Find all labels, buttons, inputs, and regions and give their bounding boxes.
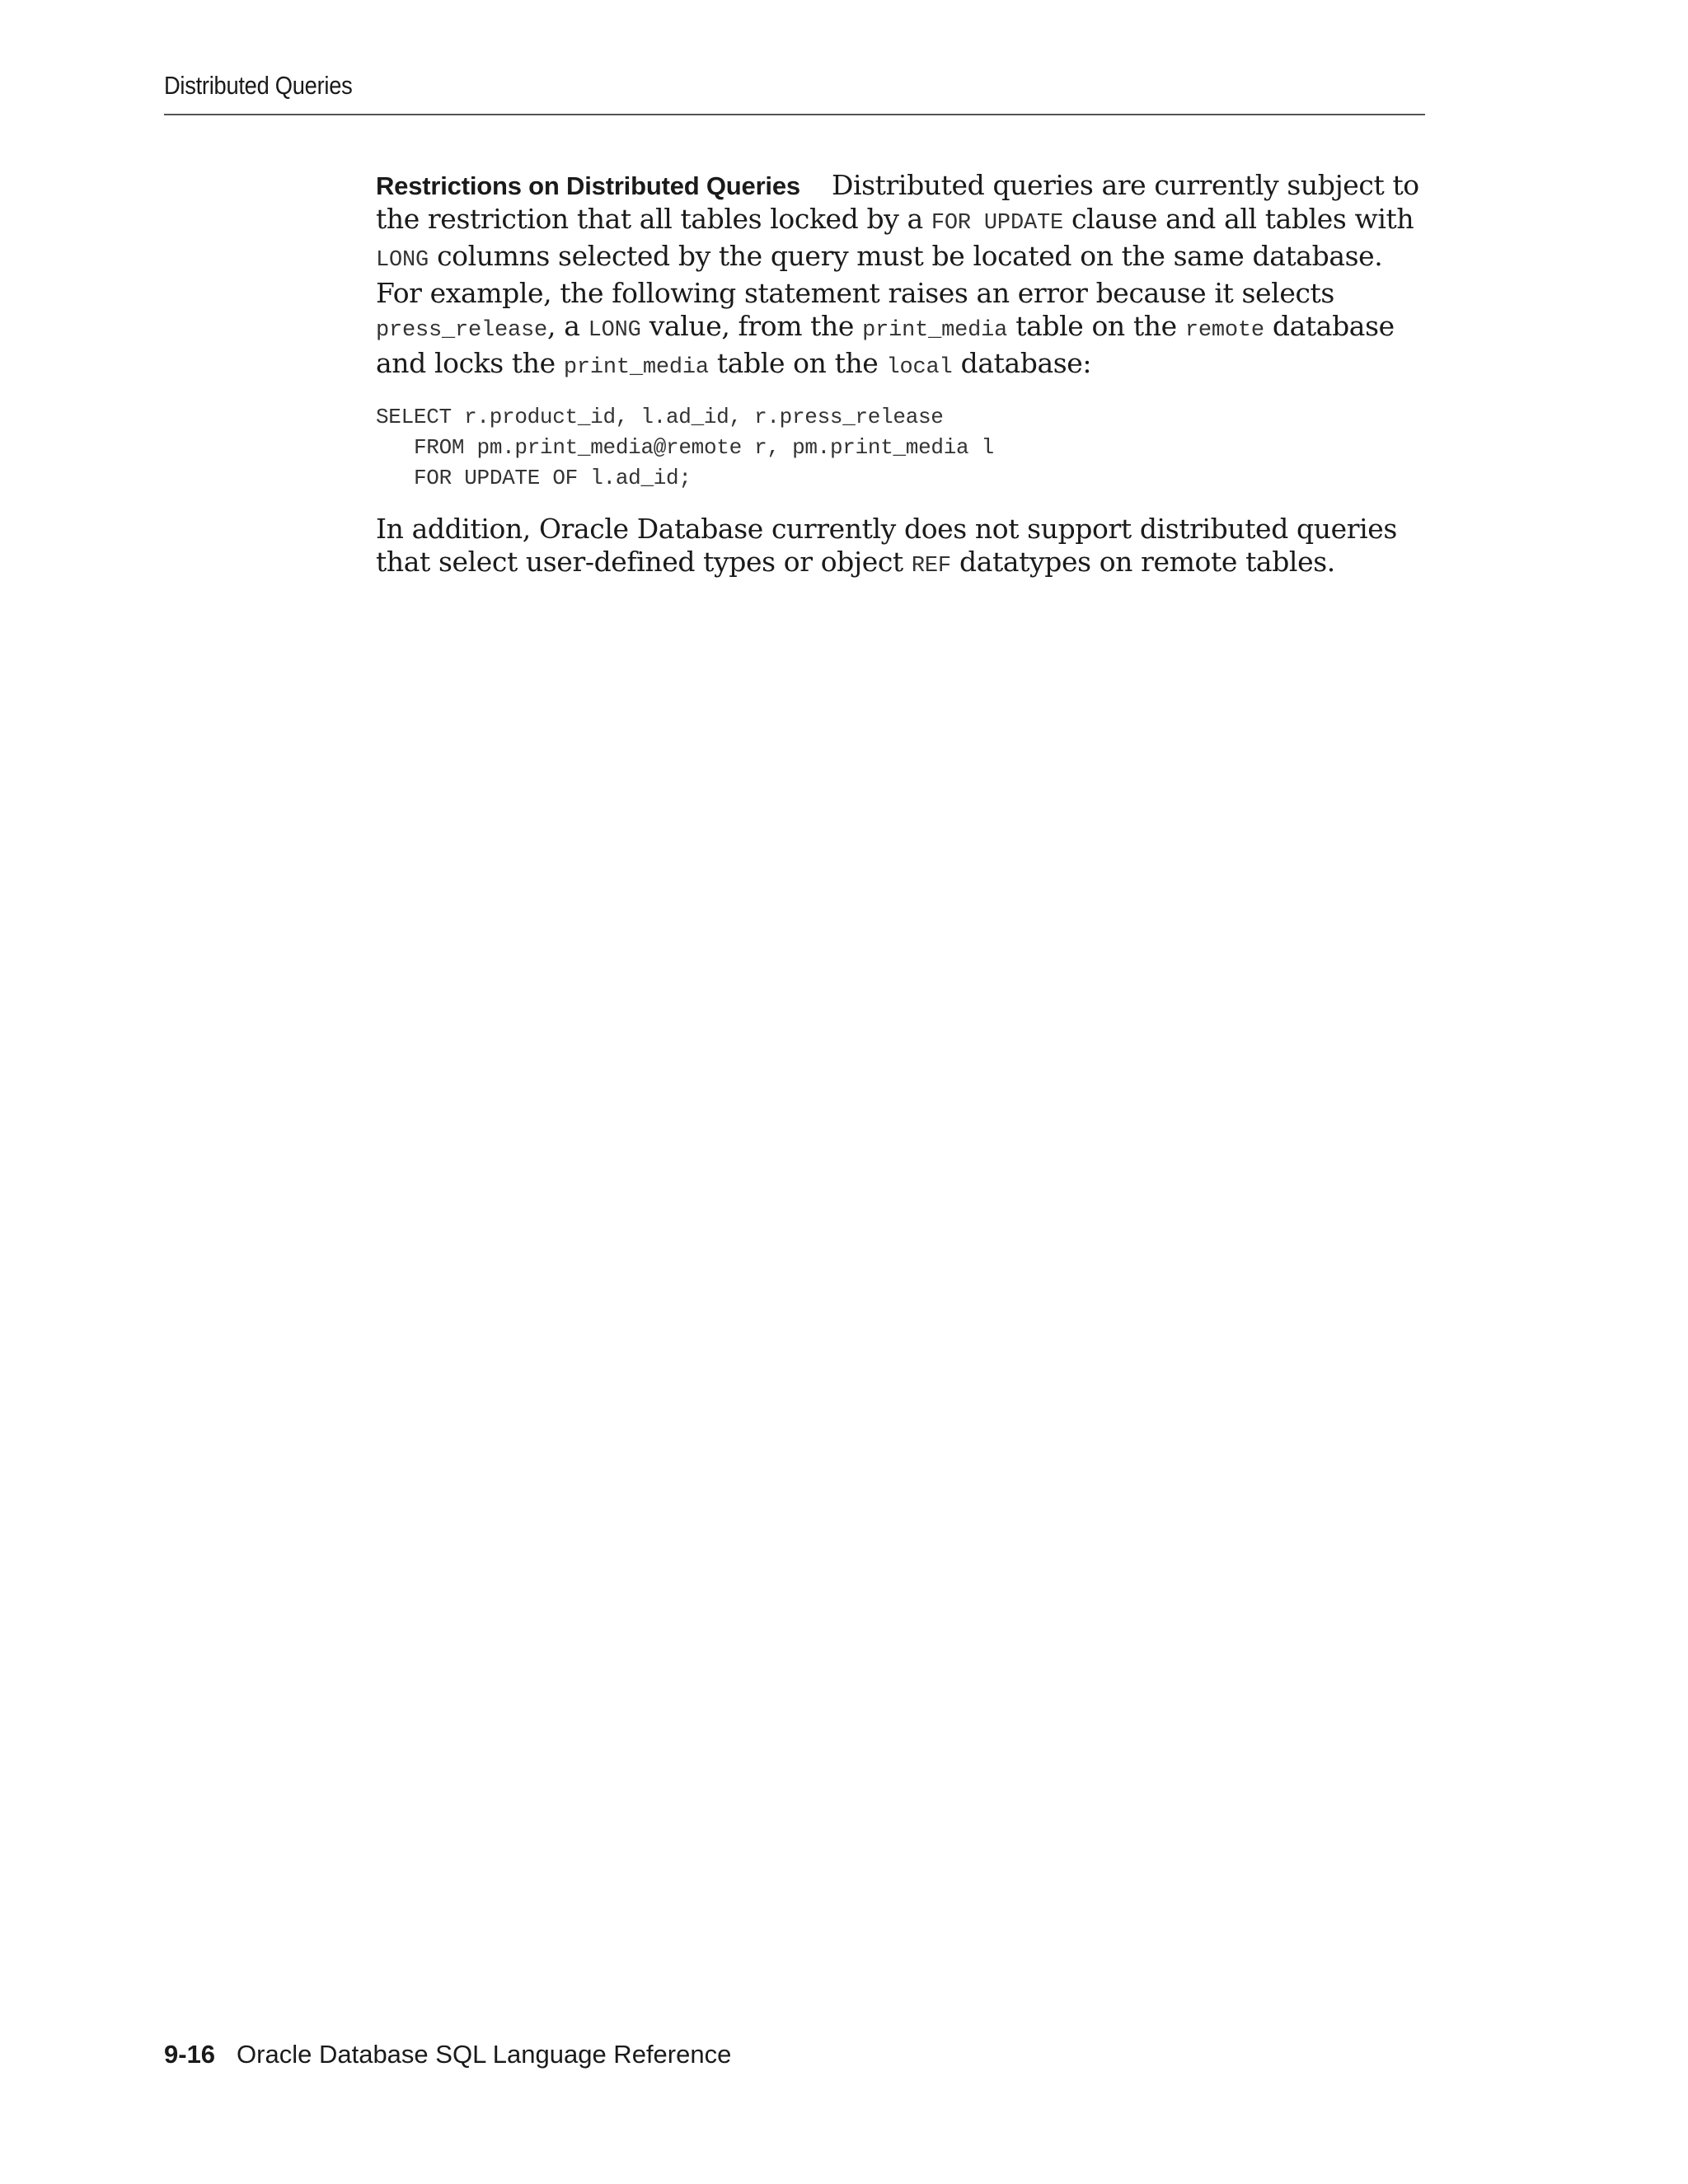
code-line: FROM pm.print_media@remote r, pm.print_media l	[414, 435, 994, 460]
header-rule	[164, 114, 1425, 115]
text-run: clause and all tables with	[1062, 203, 1414, 235]
code-identifier: print_media	[862, 318, 1008, 343]
text-run: table on the	[708, 347, 887, 379]
running-header-title: Distributed Queries	[164, 71, 353, 100]
code-keyword: LONG	[588, 318, 641, 343]
code-line: FOR UPDATE OF l.ad_id;	[414, 466, 692, 490]
additional-restriction-paragraph	[376, 513, 1431, 583]
page-content	[376, 169, 1431, 583]
code-identifier: press_release	[376, 318, 548, 343]
text-run: Distributed queries are currently subject to the restriction that all tables locked by a	[376, 169, 1419, 235]
page-footer	[164, 2041, 731, 2067]
text-run: columns selected by the query must be located on the same database. For example, the following statement raises an error because it selects	[376, 240, 1383, 309]
code-keyword: LONG	[376, 248, 429, 273]
code-identifier: print_media	[563, 355, 709, 380]
text-run: database and locks the	[376, 310, 1395, 379]
text-run: datatypes on remote tables.	[950, 546, 1335, 578]
code-keyword: REF	[911, 554, 951, 579]
text-run: table on the	[1007, 310, 1185, 342]
section-heading: Restrictions on Distributed Queries	[376, 171, 800, 200]
text-run: value, from the	[640, 310, 863, 342]
page-number: 9-16	[164, 2040, 216, 2069]
code-line: SELECT r.product_id, l.ad_id, r.press_release	[376, 405, 944, 429]
code-identifier: local	[886, 355, 953, 380]
code-keyword: FOR UPDATE	[931, 211, 1063, 236]
sql-code-example	[376, 402, 1431, 494]
code-identifier: remote	[1184, 318, 1264, 343]
restrictions-paragraph	[376, 169, 1431, 384]
text-run: In addition, Oracle Database currently does not support distributed queries that select user-defined types or object	[376, 513, 1397, 578]
text-run: database:	[952, 347, 1092, 379]
text-run: , a	[547, 310, 588, 342]
book-title: Oracle Database SQL Language Reference	[237, 2040, 732, 2069]
